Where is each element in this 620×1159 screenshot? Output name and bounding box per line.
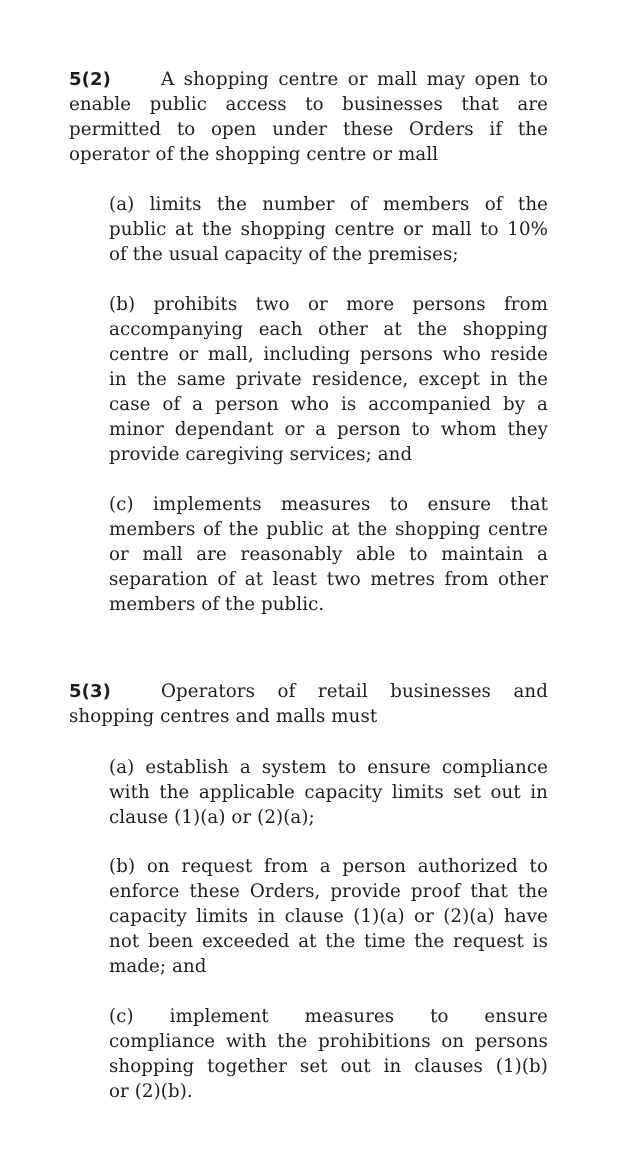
- section-intro-line: enable public access to businesses that are: [69, 94, 548, 115]
- clause-line: shopping together set out in clauses (1)(b): [109, 1056, 548, 1077]
- clause-line: case of a person who is accompanied by a: [109, 394, 548, 415]
- section-intro-line: [69, 67, 548, 92]
- clause-line: not been exceeded at the time the request is: [109, 931, 548, 952]
- clause-line: (b) prohibits two or more persons from: [109, 294, 548, 315]
- clause-line: or (2)(b).: [109, 1081, 193, 1102]
- clause-item-b: [109, 854, 548, 979]
- clause-line: (b) on request from a person authorized to: [109, 856, 548, 877]
- clause-line: minor dependant or a person to whom they: [109, 419, 548, 440]
- clause-item-a: [109, 192, 548, 267]
- clause-line: capacity limits in clause (1)(a) or (2)(a) have: [109, 906, 548, 927]
- section-intro-line: permitted to open under these Orders if the: [69, 119, 548, 140]
- clause-line: or mall are reasonably able to maintain a: [109, 544, 548, 565]
- section-intro-line: operator of the shopping centre or mall: [69, 144, 439, 165]
- section-number: 5(2): [69, 69, 111, 90]
- clause-line: made; and: [109, 956, 207, 977]
- section-5-3: [69, 679, 548, 729]
- section-intro-line: shopping centres and malls must: [69, 706, 378, 727]
- section-number: 5(3): [69, 681, 111, 702]
- clause-line: (c) implement measures to ensure: [109, 1006, 548, 1027]
- section-intro-line: [69, 679, 548, 704]
- clause-line: of the usual capacity of the premises;: [109, 244, 459, 265]
- clause-line: public at the shopping centre or mall to 10%: [109, 219, 548, 240]
- clause-line: (c) implements measures to ensure that: [109, 494, 548, 515]
- clause-line: accompanying each other at the shopping: [109, 319, 548, 340]
- clause-line: provide caregiving services; and: [109, 444, 413, 465]
- clause-line: enforce these Orders, provide proof that the: [109, 881, 548, 902]
- clause-line: members of the public.: [109, 594, 325, 615]
- clause-line: compliance with the prohibitions on persons: [109, 1031, 548, 1052]
- section-5-2: [69, 67, 548, 615]
- clause-item-b: [109, 292, 548, 467]
- clause-item-a: [109, 755, 548, 830]
- clause-item-c: [109, 1004, 548, 1104]
- clause-item-c: [109, 492, 548, 617]
- clause-line: separation of at least two metres from other: [109, 569, 548, 590]
- clause-line: members of the public at the shopping centre: [109, 519, 548, 540]
- clause-line: in the same private residence, except in the: [109, 369, 548, 390]
- clause-line: with the applicable capacity limits set out in: [109, 782, 548, 803]
- clause-line: clause (1)(a) or (2)(a);: [109, 807, 315, 828]
- section-intro-text: A shopping centre or mall may open to: [161, 69, 548, 90]
- clause-line: (a) establish a system to ensure compliance: [109, 757, 548, 778]
- clause-line: centre or mall, including persons who reside: [109, 344, 548, 365]
- clause-line: (a) limits the number of members of the: [109, 194, 548, 215]
- section-intro-text: Operators of retail businesses and: [161, 681, 548, 702]
